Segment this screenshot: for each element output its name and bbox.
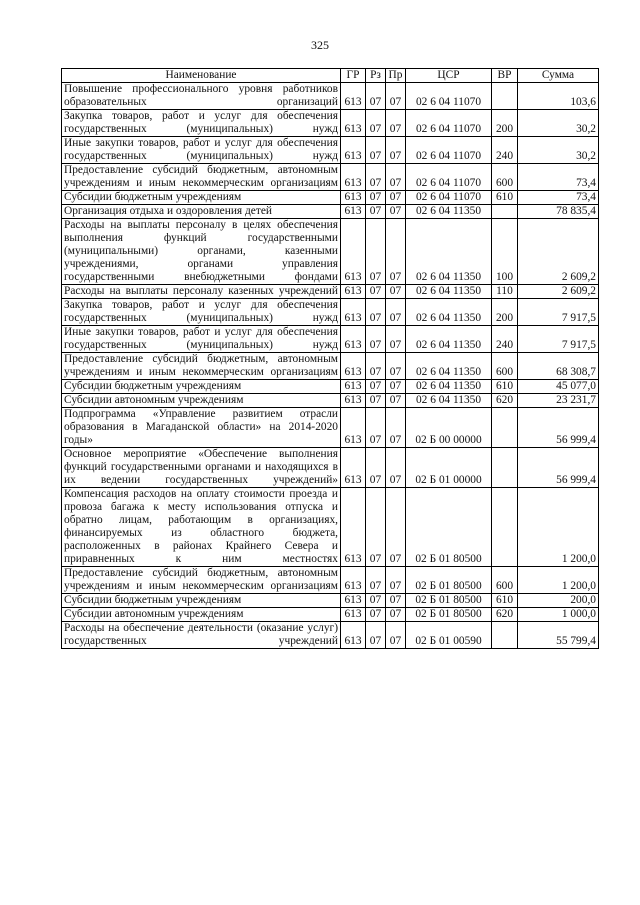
column-header-rz: Рз [366,69,386,83]
cell-vr: 620 [492,394,518,408]
cell-name: Предоставление субсидий бюджетным, автономным учреждениям и иным некоммерческим организациям [62,353,341,380]
cell-pr: 07 [386,353,406,380]
cell-vr: 610 [492,380,518,394]
cell-name: Организация отдыха и оздоровления детей [62,205,341,219]
cell-name: Предоставление субсидий бюджетным, автономным учреждениям и иным некоммерческим организациям [62,164,341,191]
cell-rz: 07 [366,299,386,326]
cell-sum: 2 609,2 [518,285,599,299]
cell-pr: 07 [386,408,406,448]
cell-sum: 103,6 [518,83,599,110]
cell-vr: 240 [492,326,518,353]
cell-sum: 1 200,0 [518,567,599,594]
column-header-gr: ГР [341,69,366,83]
cell-vr: 600 [492,164,518,191]
cell-vr: 240 [492,137,518,164]
cell-csr: 02 6 04 11070 [406,164,492,191]
cell-gr: 613 [341,594,366,608]
cell-gr: 613 [341,164,366,191]
table-row [62,394,599,408]
cell-name: Компенсация расходов на оплату стоимости проезда и провоза багажа к месту использования отпуска и обратно лицам, работающим в организациях, финансируемых из областного бюджета, расположенных в районах Крайнего Севера и приравненных к ним местностях [62,488,341,567]
table-row [62,205,599,219]
table-row [62,594,599,608]
cell-csr: 02 6 04 11350 [406,394,492,408]
cell-gr: 613 [341,285,366,299]
cell-vr: 620 [492,608,518,622]
cell-rz: 07 [366,608,386,622]
cell-rz: 07 [366,285,386,299]
cell-pr: 07 [386,110,406,137]
budget-table [61,68,599,649]
table-row [62,285,599,299]
cell-rz: 07 [366,110,386,137]
cell-csr: 02 Б 01 80500 [406,488,492,567]
table-row [62,622,599,649]
cell-csr: 02 Б 00 00000 [406,408,492,448]
table-row [62,408,599,448]
cell-pr: 07 [386,219,406,285]
cell-vr [492,448,518,488]
cell-rz: 07 [366,394,386,408]
cell-rz: 07 [366,219,386,285]
cell-vr: 600 [492,353,518,380]
cell-csr: 02 Б 01 80500 [406,567,492,594]
cell-sum: 1 000,0 [518,608,599,622]
table-row [62,219,599,285]
cell-vr: 110 [492,285,518,299]
cell-rz: 07 [366,191,386,205]
cell-name: Субсидии автономным учреждениям [62,608,341,622]
cell-rz: 07 [366,567,386,594]
table-row [62,326,599,353]
cell-rz: 07 [366,164,386,191]
cell-vr [492,83,518,110]
cell-csr: 02 6 04 11350 [406,326,492,353]
table-row [62,380,599,394]
cell-name: Субсидии автономным учреждениям [62,394,341,408]
cell-gr: 613 [341,448,366,488]
cell-csr: 02 Б 01 80500 [406,594,492,608]
cell-pr: 07 [386,394,406,408]
cell-sum: 7 917,5 [518,299,599,326]
table-row [62,299,599,326]
cell-rz: 07 [366,380,386,394]
cell-sum: 23 231,7 [518,394,599,408]
cell-sum: 78 835,4 [518,205,599,219]
cell-rz: 07 [366,594,386,608]
cell-name: Повышение профессионального уровня работников образовательных организаций [62,83,341,110]
column-header-pr: Пр [386,69,406,83]
cell-name: Субсидии бюджетным учреждениям [62,380,341,394]
cell-sum: 30,2 [518,137,599,164]
cell-vr: 600 [492,567,518,594]
cell-rz: 07 [366,83,386,110]
cell-name: Иные закупки товаров, работ и услуг для обеспечения государственных (муниципальных) нужд [62,326,341,353]
cell-gr: 613 [341,326,366,353]
cell-name: Подпрограмма «Управление развитием отрасли образования в Магаданской области» на 2014-2020 годы» [62,408,341,448]
cell-gr: 613 [341,83,366,110]
cell-name: Субсидии бюджетным учреждениям [62,191,341,205]
cell-vr [492,408,518,448]
column-header-name: Наименование [62,69,341,83]
table-row [62,164,599,191]
cell-rz: 07 [366,622,386,649]
cell-vr: 610 [492,594,518,608]
cell-gr: 613 [341,394,366,408]
cell-vr: 200 [492,299,518,326]
table-row [62,608,599,622]
cell-gr: 613 [341,205,366,219]
cell-gr: 613 [341,408,366,448]
cell-gr: 613 [341,219,366,285]
table-row [62,83,599,110]
cell-gr: 613 [341,622,366,649]
cell-rz: 07 [366,205,386,219]
table-body [62,83,599,649]
cell-sum: 68 308,7 [518,353,599,380]
cell-name: Расходы на обеспечение деятельности (оказание услуг) государственных учреждений [62,622,341,649]
cell-gr: 613 [341,380,366,394]
cell-pr: 07 [386,567,406,594]
cell-gr: 613 [341,353,366,380]
table-row [62,488,599,567]
cell-name: Расходы на выплаты персоналу казенных учреждений [62,285,341,299]
cell-pr: 07 [386,608,406,622]
cell-name: Субсидии бюджетным учреждениям [62,594,341,608]
cell-pr: 07 [386,191,406,205]
cell-rz: 07 [366,488,386,567]
cell-csr: 02 6 04 11070 [406,191,492,205]
cell-csr: 02 6 04 11350 [406,205,492,219]
cell-sum: 55 799,4 [518,622,599,649]
cell-gr: 613 [341,110,366,137]
cell-name: Расходы на выплаты персоналу в целях обеспечения выполнения функций государственными (муниципальными) органами, казенными учреждениями, органами управления государственными внебюджетными фондами [62,219,341,285]
cell-gr: 613 [341,299,366,326]
table-row [62,353,599,380]
cell-sum: 2 609,2 [518,219,599,285]
column-header-sum: Сумма [518,69,599,83]
cell-pr: 07 [386,594,406,608]
cell-csr: 02 6 04 11070 [406,83,492,110]
cell-sum: 56 999,4 [518,408,599,448]
cell-pr: 07 [386,164,406,191]
table-row [62,448,599,488]
cell-rz: 07 [366,448,386,488]
cell-vr [492,488,518,567]
cell-vr [492,622,518,649]
cell-pr: 07 [386,137,406,164]
cell-csr: 02 6 04 11350 [406,380,492,394]
cell-sum: 1 200,0 [518,488,599,567]
cell-name: Основное мероприятие «Обеспечение выполнения функций государственными органами и находящихся в их ведении государственных учреждений» [62,448,341,488]
cell-csr: 02 Б 01 00590 [406,622,492,649]
cell-sum: 73,4 [518,191,599,205]
cell-pr: 07 [386,285,406,299]
cell-pr: 07 [386,380,406,394]
table-row [62,137,599,164]
cell-csr: 02 6 04 11070 [406,137,492,164]
cell-name: Закупка товаров, работ и услуг для обеспечения государственных (муниципальных) нужд [62,299,341,326]
cell-csr: 02 Б 01 00000 [406,448,492,488]
cell-pr: 07 [386,488,406,567]
cell-csr: 02 6 04 11350 [406,219,492,285]
cell-gr: 613 [341,488,366,567]
cell-vr: 100 [492,219,518,285]
cell-pr: 07 [386,326,406,353]
table-row [62,110,599,137]
cell-csr: 02 6 04 11070 [406,110,492,137]
cell-rz: 07 [366,326,386,353]
cell-sum: 73,4 [518,164,599,191]
cell-sum: 7 917,5 [518,326,599,353]
cell-rz: 07 [366,353,386,380]
cell-rz: 07 [366,408,386,448]
cell-vr: 200 [492,110,518,137]
cell-csr: 02 6 04 11350 [406,299,492,326]
cell-pr: 07 [386,83,406,110]
cell-csr: 02 Б 01 80500 [406,608,492,622]
cell-pr: 07 [386,299,406,326]
cell-sum: 45 077,0 [518,380,599,394]
table-row [62,567,599,594]
cell-sum: 30,2 [518,110,599,137]
cell-name: Иные закупки товаров, работ и услуг для обеспечения государственных (муниципальных) нужд [62,137,341,164]
cell-gr: 613 [341,608,366,622]
cell-sum: 200,0 [518,594,599,608]
column-header-csr: ЦСР [406,69,492,83]
cell-vr [492,205,518,219]
column-header-vr: ВР [492,69,518,83]
table-row [62,191,599,205]
cell-csr: 02 6 04 11350 [406,285,492,299]
cell-sum: 56 999,4 [518,448,599,488]
cell-pr: 07 [386,622,406,649]
cell-gr: 613 [341,137,366,164]
cell-name: Предоставление субсидий бюджетным, автономным учреждениям и иным некоммерческим организациям [62,567,341,594]
cell-vr: 610 [492,191,518,205]
cell-gr: 613 [341,191,366,205]
cell-name: Закупка товаров, работ и услуг для обеспечения государственных (муниципальных) нужд [62,110,341,137]
page-number: 325 [311,38,329,52]
cell-pr: 07 [386,205,406,219]
cell-gr: 613 [341,567,366,594]
table-header-row [62,69,599,83]
cell-csr: 02 6 04 11350 [406,353,492,380]
cell-rz: 07 [366,137,386,164]
cell-pr: 07 [386,448,406,488]
